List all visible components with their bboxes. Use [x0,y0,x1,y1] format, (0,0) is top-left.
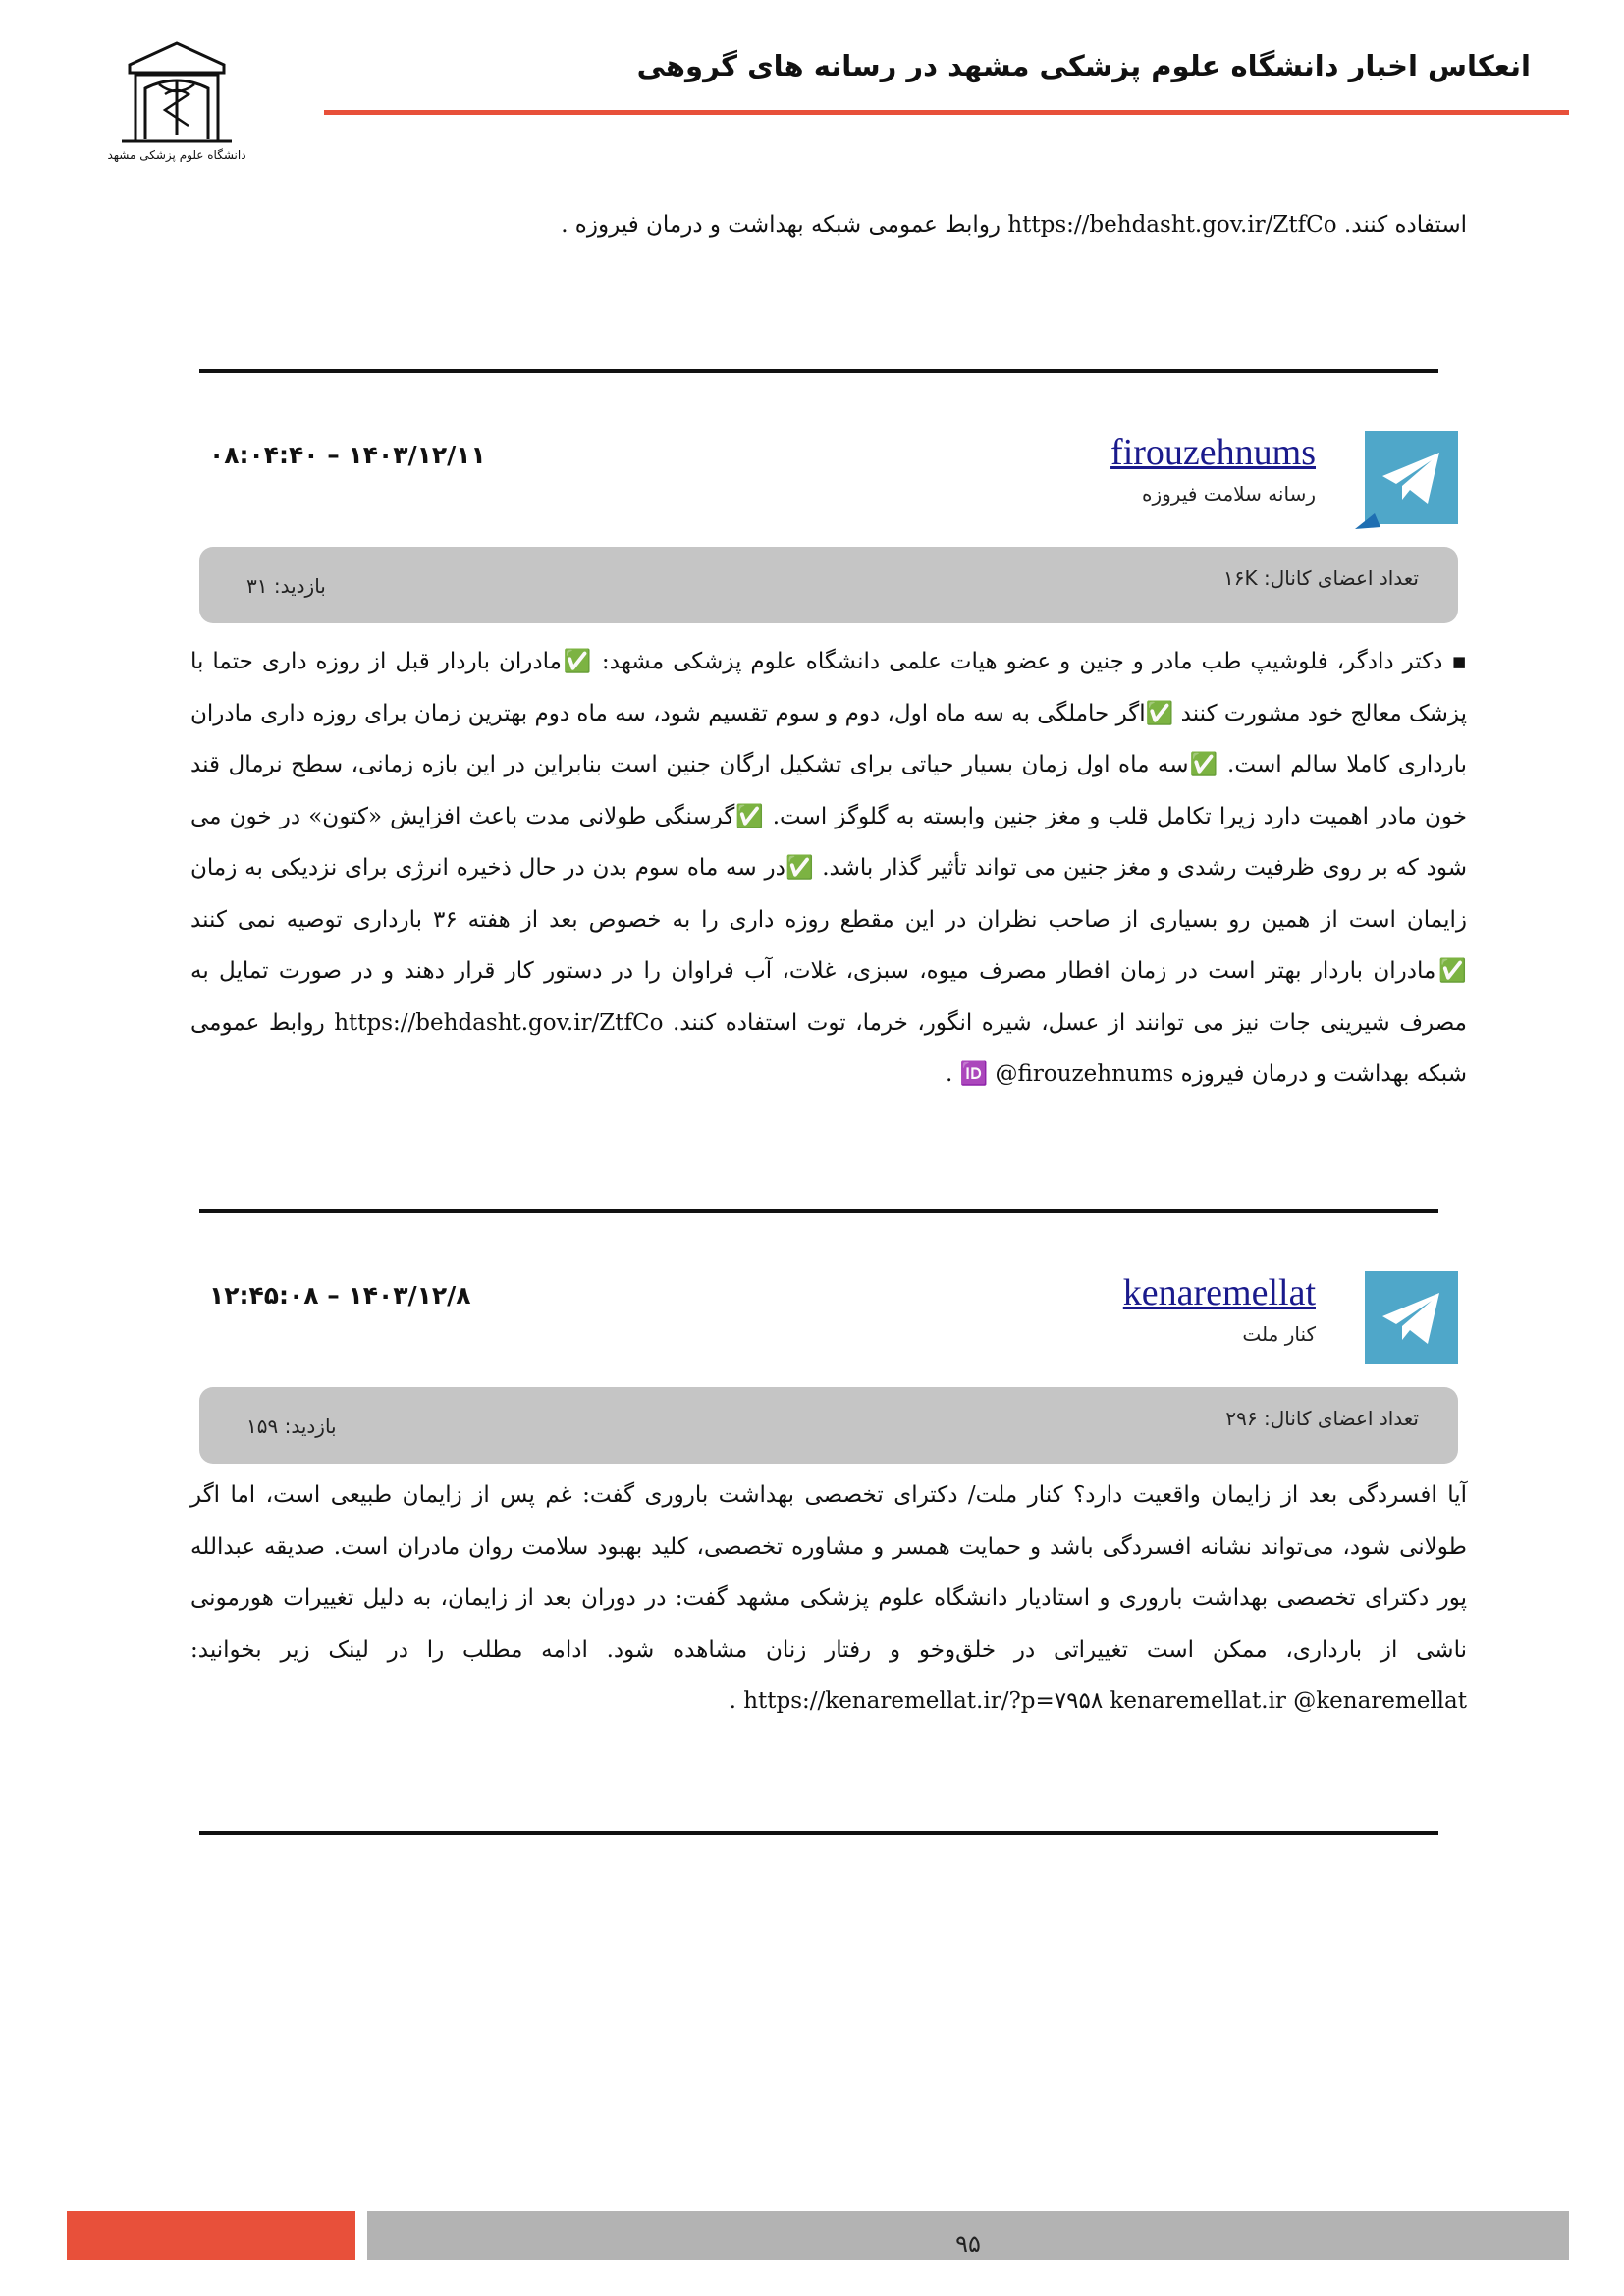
post-separator [199,369,1438,373]
logo-caption: دانشگاه علوم پزشکی مشهد [107,148,246,162]
page-number: ۹۵ [955,2230,981,2258]
page-header-title: انعکاس اخبار دانشگاه علوم پزشکی مشهد در رسانه های گروهی [636,49,1531,82]
channel-subtitle: کنار ملت [1242,1322,1316,1346]
post-views: بازدید: ۳۱ [246,574,326,598]
telegram-icon [1365,431,1458,524]
post-views: بازدید: ۱۵۹ [246,1415,337,1438]
post-separator [199,1209,1438,1213]
footer-accent-bar [67,2211,355,2260]
post-header [199,1271,1458,1369]
post-stats-bar [199,547,1458,623]
post-body: ▪ دکتر دادگر، فلوشیپ طب مادر و جنین و عضو هیات علمی دانشگاه علوم پزشکی مشهد: ✅مادران باردار قبل از روزه داری حتما با پزشک معالج خود مشورت کنند ✅اگر حاملگی به سه ماه اول، دوم و سوم تقسیم شود، سه ماه دوم بهترین زمان برای روزه داری مادران بارداری کاملا سالم است. ✅سه ماه اول زمان بسیار حیاتی برای تشکیل ارگان جنین است بنابراین در این بازه زمانی، سطح نرمال قند خون مادر اهمیت دارد زیرا تکامل قلب و مغز جنین وابسته به گلوگز است. ✅گرسنگی طولانی مدت باعث افزایش «کتون» در خون می شود که بر روی ظرفیت رشدی و مغز جنین می تواند تأثیر گذار باشد. ✅در سه ماه سوم بدن در حال ذخیره انرژی برای نزدیکی به زمان زایمان است از همین رو بسیاری از صاحب نظران در این مقطع روزه داری را به خصوص بعد از هفته ۳۶ بارداری توصیه نمی کنند ✅مادران باردار بهتر است در زمان افطار مصرف میوه، سبزی، غلات، آب فراوان را در دستور کار قرار دهند و در صورت تمایل به مصرف شیرینی جات نیز می توانند از عسل، شیره انگور، خرما، توت استفاده کنند. https://behdasht.gov.ir/ZtfCo روابط عمومی شبکه بهداشت و درمان فیروزه 🆔 @firouzehnums . [190,649,1467,1087]
post-separator [199,1831,1438,1835]
header-divider [324,110,1569,115]
post-header [199,431,1458,529]
channel-name[interactable]: firouzehnums [1110,432,1316,473]
channel-members: تعداد اعضای کانال: ۱۶K [1223,566,1419,590]
channel-members: تعداد اعضای کانال: ۲۹۶ [1225,1407,1419,1430]
post-body: آیا افسردگی بعد از زایمان واقعیت دارد؟ کنار ملت/ دکترای تخصصی بهداشت باروری گفت: غم پس از زایمان طبیعی است، اما اگر طولانی شود، می‌تواند نشانه افسردگی باشد و حمایت همسر و مشاوره تخصصی، کلید بهبود سلامت روان مادران است. صدیقه عبدالله پور دکترای تخصصی بهداشت باروری و استادیار دانشگاه علوم پزشکی مشهد گفت: در دوران بعد از زایمان، به دلیل تغییرات هورمونی ناشی از بارداری، ممکن است تغییراتی در خلق‌وخو و رفتار زنان مشاهده شود. ادامه مطلب را در لینک زیر بخوانید: https://kenaremellat.ir/?p=۷۹۵۸ kenaremellat.ir @kenaremellat . [190,1482,1467,1714]
telegram-icon [1365,1271,1458,1364]
post-stats-bar [199,1387,1458,1464]
post-date: ۱۲:۴۵:۰۸ – ۱۴۰۳/۱۲/۸ [209,1281,471,1309]
channel-name[interactable]: kenaremellat [1122,1272,1316,1313]
intro-text: استفاده کنند. https://behdasht.gov.ir/ZtfCo روابط عمومی شبکه بهداشت و درمان فیروزه . [561,212,1467,238]
post-date: ۰۸:۰۴:۴۰ – ۱۴۰۳/۱۲/۱۱ [209,441,486,469]
channel-subtitle: رسانه سلامت فیروزه [1142,482,1316,506]
university-logo [107,37,246,165]
